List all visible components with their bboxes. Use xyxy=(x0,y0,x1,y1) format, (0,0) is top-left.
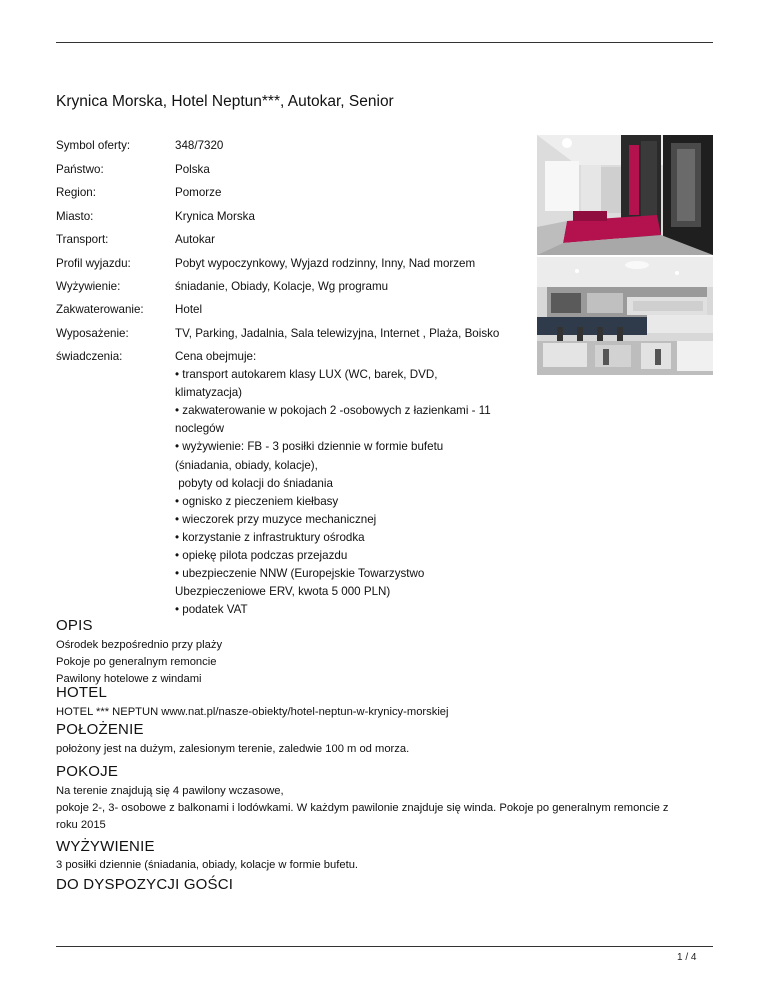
services-line: klimatyzacja) xyxy=(175,386,242,400)
spec-value-equipment: TV, Parking, Jadalnia, Sala telewizyjna, Internet , Plaża, Boisko xyxy=(175,327,500,340)
opis-line: Ośrodek bezpośrednio przy plaży xyxy=(56,639,223,651)
spec-label-accommodation: Zakwaterowanie: xyxy=(56,303,144,316)
bottom-rule xyxy=(56,946,713,947)
spec-value-meals: śniadanie, Obiady, Kolacje, Wg programu xyxy=(175,280,389,293)
spec-label-region: Region: xyxy=(56,186,96,199)
spec-label-symbol: Symbol oferty: xyxy=(56,139,131,152)
spec-value-services xyxy=(175,348,491,619)
section-heading-dyspozycja: DO DYSPOZYCJI GOŚCI xyxy=(56,876,234,893)
spec-label-meals: Wyżywienie: xyxy=(56,280,121,293)
top-rule xyxy=(56,42,713,43)
spec-value-symbol: 348/7320 xyxy=(175,139,224,152)
section-heading-hotel: HOTEL xyxy=(56,684,108,701)
hotel-restaurant-photo xyxy=(537,257,713,375)
services-line: • wyżywienie: FB - 3 posiłki dziennie w formie bufetu xyxy=(175,440,444,454)
spec-value-transport: Autokar xyxy=(175,233,215,246)
services-line: • transport autokarem klasy LUX (WC, barek, DVD, xyxy=(175,368,438,382)
opis-line: Pokoje po generalnym remoncie xyxy=(56,656,217,668)
pokoje-line: roku 2015 xyxy=(56,819,106,831)
pokoje-line: Na terenie znajdują się 4 pawilony wczasowe, xyxy=(56,785,284,797)
pokoje-line: pokoje 2-, 3- osobowe z balkonami i lodówkami. W każdym pawilonie znajduje się winda. Pokoje po generalnym remoncie z xyxy=(56,802,669,814)
services-line: (śniadania, obiady, kolacje), xyxy=(175,458,318,472)
photo-column xyxy=(537,135,713,375)
services-line: • ubezpieczenie NNW (Europejskie Towarzystwo xyxy=(175,567,425,581)
spec-value-country: Polska xyxy=(175,163,210,176)
hotel-lobby-photo xyxy=(537,135,713,255)
spec-label-city: Miasto: xyxy=(56,210,94,223)
services-line: • wieczorek przy muzyce mechanicznej xyxy=(175,512,377,526)
spec-label-transport: Transport: xyxy=(56,233,109,246)
services-line: Cena obejmuje: xyxy=(175,350,257,363)
spec-label-services: świadczenia: xyxy=(56,350,123,363)
spec-value-city: Krynica Morska xyxy=(175,210,255,223)
spec-label-equipment: Wyposażenie: xyxy=(56,327,129,340)
offer-title: Krynica Morska, Hotel Neptun***, Autokar, Senior xyxy=(56,93,394,110)
spec-label-profile: Profil wyjazdu: xyxy=(56,257,131,270)
spec-value-accommodation: Hotel xyxy=(175,303,203,316)
section-heading-pokoje: POKOJE xyxy=(56,763,119,780)
spec-value-region: Pomorze xyxy=(175,186,222,199)
spec-value-profile: Pobyt wypoczynkowy, Wyjazd rodzinny, Inny, Nad morzem xyxy=(175,257,476,270)
services-line: • podatek VAT xyxy=(175,603,248,617)
services-line: • korzystanie z infrastruktury ośrodka xyxy=(175,530,365,544)
page-number: 1 / 4 xyxy=(677,952,697,963)
services-line: pobyty od kolacji do śniadania xyxy=(175,476,333,490)
services-line: • opiekę pilota podczas przejazdu xyxy=(175,549,348,563)
services-line: Ubezpieczeniowe ERV, kwota 5 000 PLN) xyxy=(175,585,391,599)
section-heading-opis: OPIS xyxy=(56,617,93,634)
polozenie-line: położony jest na dużym, zalesionym terenie, zaledwie 100 m od morza. xyxy=(56,743,410,755)
section-heading-wyzywienie: WYŻYWIENIE xyxy=(56,838,155,855)
spec-label-country: Państwo: xyxy=(56,163,104,176)
hotel-line: HOTEL *** NEPTUN www.nat.pl/nasze-obiekty/hotel-neptun-w-krynicy-morskiej xyxy=(56,706,449,718)
services-line: noclegów xyxy=(175,422,224,436)
services-line: • zakwaterowanie w pokojach 2 -osobowych z łazienkami - 11 xyxy=(175,404,491,418)
wyzywienie-line: 3 posiłki dziennie (śniadania, obiady, kolacje w formie bufetu. xyxy=(56,859,359,871)
opis-line: Pawilony hotelowe z windami xyxy=(56,673,202,685)
services-line: • ognisko z pieczeniem kiełbasy xyxy=(175,494,339,508)
section-heading-polozenie: POŁOŻENIE xyxy=(56,721,144,738)
